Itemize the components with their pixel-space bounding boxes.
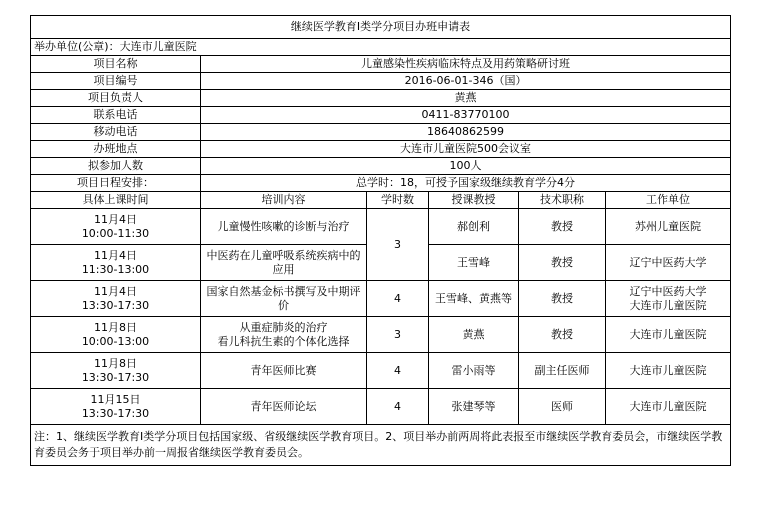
info-label: 项目日程安排： <box>31 175 201 192</box>
session-time: 11月4日 13:30-17:30 <box>31 281 201 317</box>
info-label: 项目名称 <box>31 56 201 73</box>
info-label: 办班地点 <box>31 141 201 158</box>
session-teacher: 张建琴等 <box>429 389 519 425</box>
header-content: 培训内容 <box>201 192 367 209</box>
session-title: 教授 <box>519 317 606 353</box>
session-time: 11月8日 13:30-17:30 <box>31 353 201 389</box>
info-value: 18640862599 <box>201 124 731 141</box>
info-value: 黄燕 <box>201 90 731 107</box>
session-teacher: 王雪峰 <box>429 245 519 281</box>
info-row <box>31 124 731 141</box>
header-hours: 学时数 <box>367 192 429 209</box>
table-row <box>31 389 731 425</box>
table-row <box>31 317 731 353</box>
session-content: 中医药在儿童呼吸系统疾病中的应用 <box>201 245 367 281</box>
session-time: 11月15日 13:30-17:30 <box>31 389 201 425</box>
session-content: 儿童慢性咳嗽的诊断与治疗 <box>201 209 367 245</box>
header-unit: 工作单位 <box>606 192 731 209</box>
session-unit: 大连市儿童医院 <box>606 317 731 353</box>
session-unit: 辽宁中医药大学 <box>606 245 731 281</box>
session-title: 教授 <box>519 245 606 281</box>
table-row <box>31 281 731 317</box>
session-title: 医师 <box>519 389 606 425</box>
session-hours: 4 <box>367 389 429 425</box>
session-time: 11月4日 10:00-11:30 <box>31 209 201 245</box>
session-title: 教授 <box>519 281 606 317</box>
info-label: 移动电话 <box>31 124 201 141</box>
info-label: 拟参加人数 <box>31 158 201 175</box>
header-time: 具体上课时间 <box>31 192 201 209</box>
info-row <box>31 90 731 107</box>
application-form-table <box>30 15 731 466</box>
session-hours: 4 <box>367 353 429 389</box>
info-row <box>31 107 731 124</box>
info-row <box>31 141 731 158</box>
footnote: 注：1、继续医学教育Ⅰ类学分项目包括国家级、省级继续医学教育项目。2、项目举办前两周将此表报至市继续医学教育委员会，市继续医学教育委员会务于项目举办前一周报省继续医学教育委员会。 <box>31 425 731 466</box>
session-content: 青年医师比赛 <box>201 353 367 389</box>
session-teacher: 黄燕 <box>429 317 519 353</box>
session-title: 副主任医师 <box>519 353 606 389</box>
session-time: 11月4日 11:30-13:00 <box>31 245 201 281</box>
session-title: 教授 <box>519 209 606 245</box>
info-label: 联系电话 <box>31 107 201 124</box>
session-teacher: 雷小雨等 <box>429 353 519 389</box>
info-value: 100人 <box>201 158 731 175</box>
session-content: 青年医师论坛 <box>201 389 367 425</box>
session-hours: 3 <box>367 209 429 281</box>
session-content: 国家自然基金标书撰写及中期评价 <box>201 281 367 317</box>
info-label: 项目编号 <box>31 73 201 90</box>
form-title: 继续医学教育I类学分项目办班申请表 <box>31 16 731 39</box>
table-row <box>31 353 731 389</box>
info-row <box>31 56 731 73</box>
info-value: 总学时：18，可授予国家级继续教育学分4分 <box>201 175 731 192</box>
header-title: 技术职称 <box>519 192 606 209</box>
info-value: 儿童感染性疾病临床特点及用药策略研讨班 <box>201 56 731 73</box>
session-teacher: 王雪峰、黄燕等 <box>429 281 519 317</box>
session-content: 从重症肺炎的治疗 看儿科抗生素的个体化选择 <box>201 317 367 353</box>
session-hours: 3 <box>367 317 429 353</box>
header-teacher: 授课教授 <box>429 192 519 209</box>
organizer: 举办单位(公章)：大连市儿童医院 <box>31 39 731 56</box>
info-value: 大连市儿童医院500会议室 <box>201 141 731 158</box>
session-unit: 苏州儿童医院 <box>606 209 731 245</box>
info-label: 项目负责人 <box>31 90 201 107</box>
session-hours: 4 <box>367 281 429 317</box>
session-time: 11月8日 10:00-13:00 <box>31 317 201 353</box>
info-row <box>31 175 731 192</box>
session-unit: 大连市儿童医院 <box>606 353 731 389</box>
session-teacher: 郝创利 <box>429 209 519 245</box>
session-unit: 大连市儿童医院 <box>606 389 731 425</box>
info-value: 0411-83770100 <box>201 107 731 124</box>
session-unit: 辽宁中医药大学 大连市儿童医院 <box>606 281 731 317</box>
info-row <box>31 158 731 175</box>
table-row <box>31 209 731 245</box>
info-value: 2016-06-01-346（国） <box>201 73 731 90</box>
info-row <box>31 73 731 90</box>
schedule-header-row <box>31 192 731 209</box>
